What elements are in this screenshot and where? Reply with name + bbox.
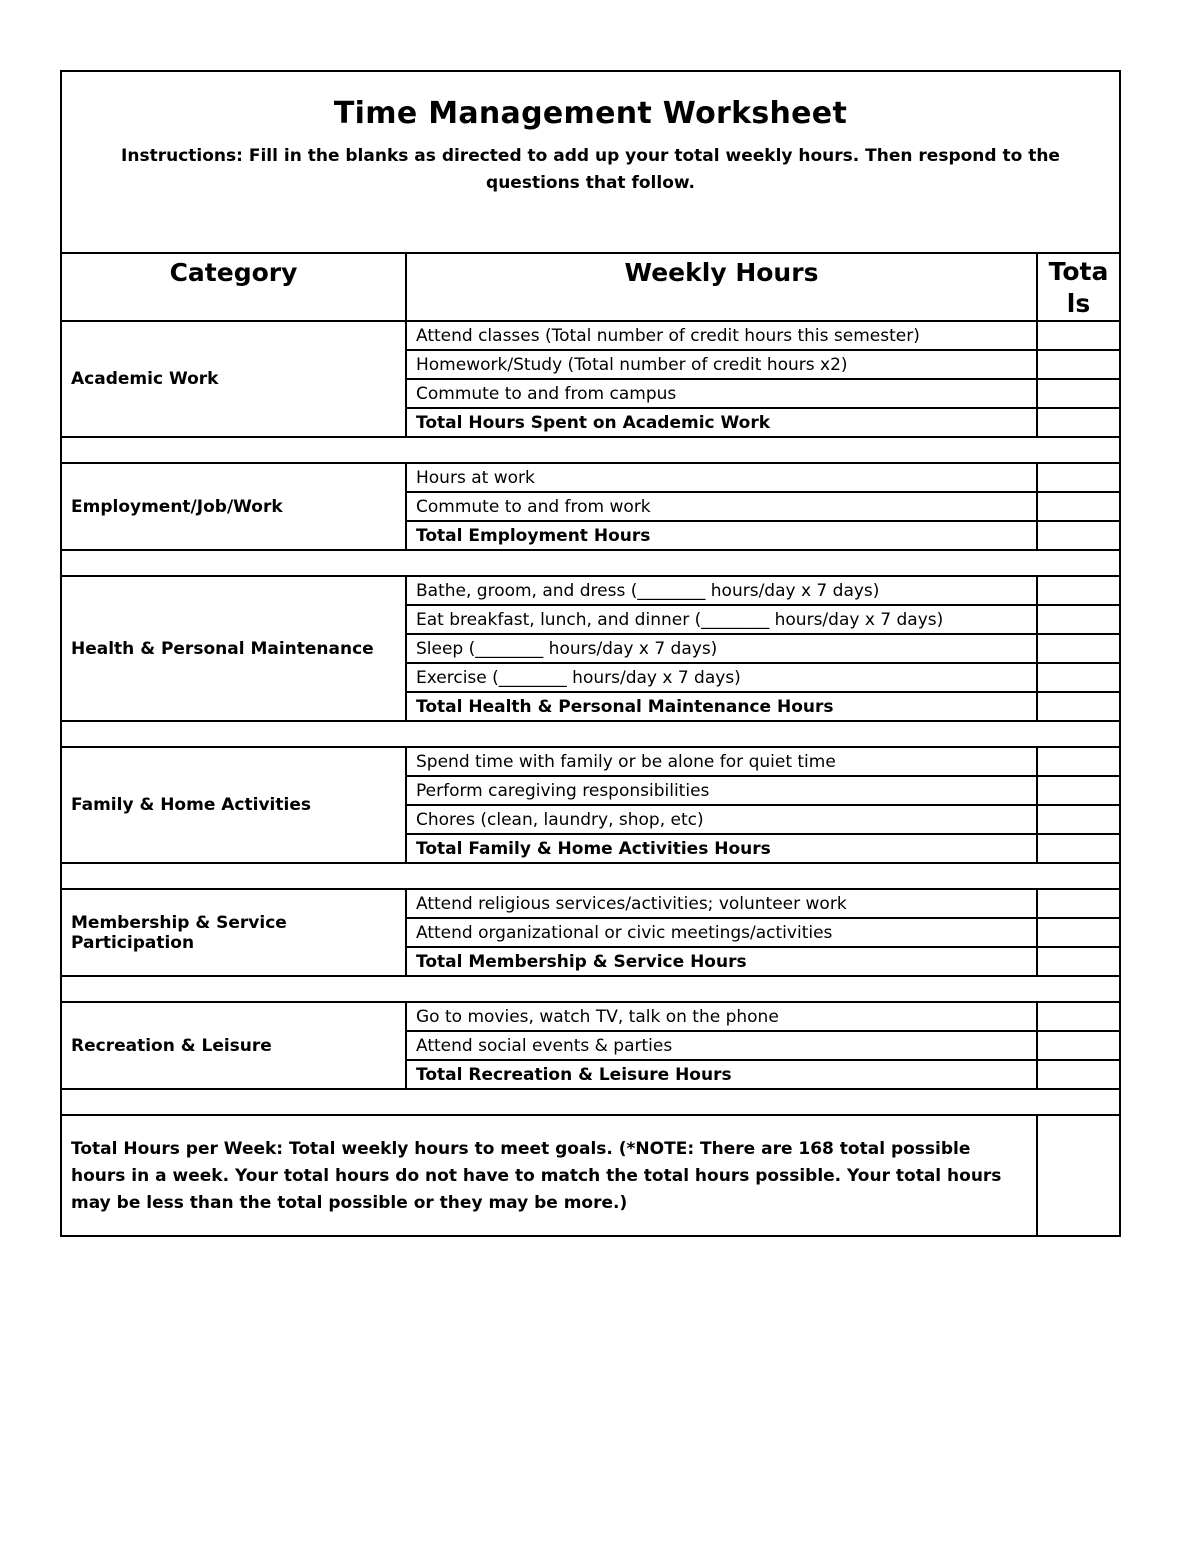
activity-label: Hours at work [406, 463, 1037, 492]
spacer-cell [61, 976, 1120, 1002]
activity-label: Commute to and from campus [406, 379, 1037, 408]
section-total-input-cell[interactable] [1037, 692, 1120, 721]
activity-label: Commute to and from work [406, 492, 1037, 521]
table-row [61, 889, 1120, 918]
activity-label: Chores (clean, laundry, shop, etc) [406, 805, 1037, 834]
section-total-input-cell[interactable] [1037, 834, 1120, 863]
weekly-hours-column-header: Weekly Hours [406, 253, 1037, 321]
hours-input-cell[interactable] [1037, 776, 1120, 805]
table-row [61, 321, 1120, 350]
section-total-label: Total Family & Home Activities Hours [406, 834, 1037, 863]
activity-label: Homework/Study (Total number of credit hours x2) [406, 350, 1037, 379]
hours-input-cell[interactable] [1037, 805, 1120, 834]
hours-input-cell[interactable] [1037, 350, 1120, 379]
activity-label: Spend time with family or be alone for quiet time [406, 747, 1037, 776]
section-total-input-cell[interactable] [1037, 408, 1120, 437]
activity-label: Bathe, groom, and dress (________ hours/day x 7 days) [406, 576, 1037, 605]
category-column-header: Category [61, 253, 406, 321]
hours-input-cell[interactable] [1037, 663, 1120, 692]
spacer-row [61, 976, 1120, 1002]
hours-input-cell[interactable] [1037, 605, 1120, 634]
section-total-label: Total Employment Hours [406, 521, 1037, 550]
category-label: Recreation & Leisure [61, 1002, 406, 1089]
category-label: Academic Work [61, 321, 406, 437]
grand-total-input-cell[interactable] [1037, 1115, 1120, 1236]
category-label: Employment/Job/Work [61, 463, 406, 550]
page-title: Time Management Worksheet [333, 96, 848, 131]
section-total-label: Total Hours Spent on Academic Work [406, 408, 1037, 437]
hours-input-cell[interactable] [1037, 492, 1120, 521]
activity-label: Attend religious services/activities; volunteer work [406, 889, 1037, 918]
hours-input-cell[interactable] [1037, 463, 1120, 492]
section-total-input-cell[interactable] [1037, 521, 1120, 550]
hours-input-cell[interactable] [1037, 889, 1120, 918]
spacer-cell [61, 550, 1120, 576]
hours-input-cell[interactable] [1037, 747, 1120, 776]
spacer-row [61, 1089, 1120, 1115]
category-label: Health & Personal Maintenance [61, 576, 406, 721]
section-total-label: Total Membership & Service Hours [406, 947, 1037, 976]
table-row [61, 747, 1120, 776]
activity-label: Sleep (________ hours/day x 7 days) [406, 634, 1037, 663]
spacer-cell [61, 1089, 1120, 1115]
spacer-cell [61, 437, 1120, 463]
hours-input-cell[interactable] [1037, 918, 1120, 947]
table-row [61, 1002, 1120, 1031]
activity-label: Perform caregiving responsibilities [406, 776, 1037, 805]
totals-header-line-2: ls [1066, 289, 1091, 318]
totals-column-header [1037, 253, 1120, 321]
activity-label: Attend organizational or civic meetings/activities [406, 918, 1037, 947]
activity-label: Attend social events & parties [406, 1031, 1037, 1060]
spacer-row [61, 437, 1120, 463]
section-total-input-cell[interactable] [1037, 947, 1120, 976]
time-management-worksheet [60, 70, 1121, 1237]
activity-label: Exercise (________ hours/day x 7 days) [406, 663, 1037, 692]
hours-input-cell[interactable] [1037, 576, 1120, 605]
spacer-row [61, 550, 1120, 576]
hours-input-cell[interactable] [1037, 634, 1120, 663]
spacer-cell [61, 721, 1120, 747]
title-row [61, 71, 1120, 253]
category-label: Family & Home Activities [61, 747, 406, 863]
spacer-row [61, 721, 1120, 747]
totals-header-line-1: Tota [1048, 257, 1109, 286]
grand-total-row [61, 1115, 1120, 1236]
column-header-row [61, 253, 1120, 321]
activity-label: Go to movies, watch TV, talk on the phone [406, 1002, 1037, 1031]
hours-input-cell[interactable] [1037, 1002, 1120, 1031]
activity-label: Eat breakfast, lunch, and dinner (________ hours/day x 7 days) [406, 605, 1037, 634]
category-label: Membership & Service Participation [61, 889, 406, 976]
section-total-input-cell[interactable] [1037, 1060, 1120, 1089]
section-total-label: Total Health & Personal Maintenance Hours [406, 692, 1037, 721]
total-hours-per-week-text: Total Hours per Week: Total weekly hours to meet goals. (*NOTE: There are 168 total possible hours in a week. Your total hours do not have to match the total hours possible. Your total hours may be less than the total possible or they may be more.) [61, 1115, 1037, 1236]
hours-input-cell[interactable] [1037, 1031, 1120, 1060]
instructions-text: Instructions: Fill in the blanks as directed to add up your total weekly hours. Then respond to the questions that follow. [121, 146, 1060, 193]
table-row [61, 463, 1120, 492]
spacer-cell [61, 863, 1120, 889]
spacer-row [61, 863, 1120, 889]
hours-input-cell[interactable] [1037, 379, 1120, 408]
hours-input-cell[interactable] [1037, 321, 1120, 350]
table-row [61, 576, 1120, 605]
section-total-label: Total Recreation & Leisure Hours [406, 1060, 1037, 1089]
title-cell [61, 71, 1120, 253]
activity-label: Attend classes (Total number of credit hours this semester) [406, 321, 1037, 350]
